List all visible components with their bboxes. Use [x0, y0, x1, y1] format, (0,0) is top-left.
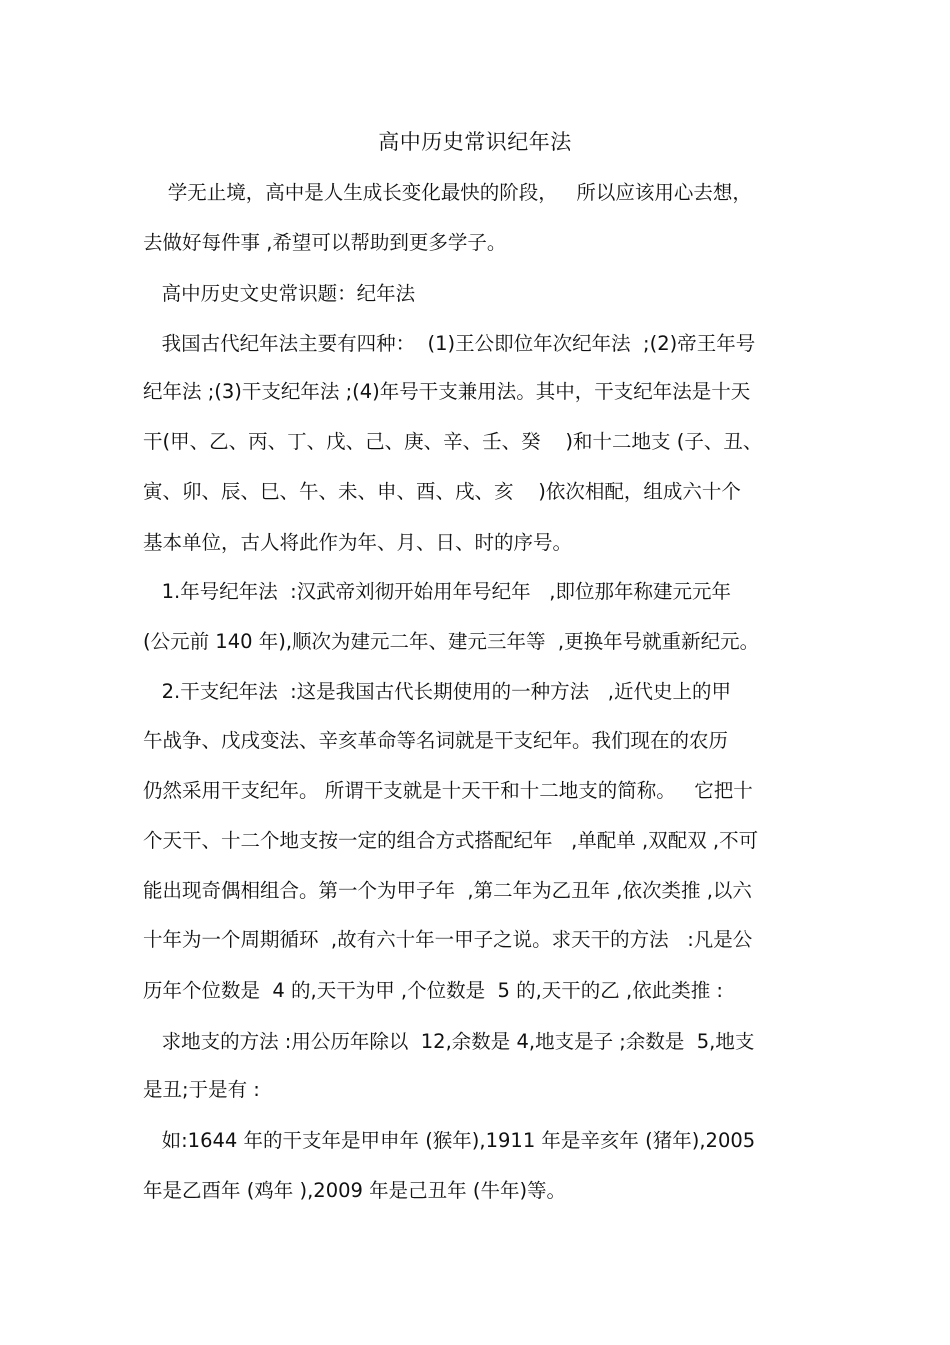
paragraph-line: 午战争、戊戌变法、辛亥革命等名词就是干支纪年。我们现在的农历 — [143, 729, 729, 752]
paragraph-line: 仍然采用干支纪年。 所谓干支就是十天干和十二地支的简称。 它把十 — [143, 779, 753, 802]
document-title: 高中历史常识纪年法 — [378, 130, 572, 154]
section-heading: 高中历史文史常识题：纪年法 — [143, 282, 416, 305]
paragraph-line: 能出现奇偶相组合。第一个为甲子年 ,第二年为乙丑年 ,依次类推 ,以六 — [143, 879, 752, 902]
paragraph-line: 我国古代纪年法主要有四种： (1)王公即位年次纪年法 ;(2)帝王年号 — [143, 332, 756, 355]
paragraph-line: (公元前 140 年),顺次为建元二年、建元三年等 ,更换年号就重新纪元。 — [143, 630, 760, 653]
paragraph-line: 历年个位数是 4 的,天干为甲 ,个位数是 5 的,天干的乙 ,依此类推 : — [143, 979, 723, 1002]
paragraph-line: 求地支的方法 :用公历年除以 12,余数是 4,地支是子 ;余数是 5,地支 — [143, 1030, 755, 1053]
paragraph-line: 寅、卯、辰、巳、午、未、申、酉、戌、亥 )依次相配，组成六十个 — [143, 480, 741, 503]
paragraph-line: 个天干、十二个地支按一定的组合方式搭配纪年 ,单配单 ,双配双 ,不可 — [143, 829, 759, 852]
paragraph-line: 2.干支纪年法 :这是我国古代长期使用的一种方法 ,近代史上的甲 — [143, 680, 731, 703]
paragraph-line: 去做好每件事 ,希望可以帮助到更多学子。 — [143, 231, 507, 254]
paragraph-line: 纪年法 ;(3)干支纪年法 ;(4)年号干支兼用法。其中，干支纪年法是十天 — [143, 380, 751, 403]
paragraph-line: 是丑;于是有 : — [143, 1078, 260, 1101]
paragraph-line: 1.年号纪年法 :汉武帝刘彻开始用年号纪年 ,即位那年称建元元年 — [143, 580, 731, 603]
paragraph-line: 基本单位，古人将此作为年、月、日、时的序号。 — [143, 531, 573, 554]
paragraph-line: 十年为一个周期循环 ,故有六十年一甲子之说。求天干的方法 :凡是公 — [143, 928, 753, 951]
paragraph-line: 如:1644 年的干支年是甲申年 (猴年),1911 年是辛亥年 (猪年),2005 — [143, 1129, 756, 1152]
paragraph-line: 学无止境，高中是人生成长变化最快的阶段， 所以应该用心去想， — [143, 181, 752, 204]
paragraph-line: 干(甲、乙、丙、丁、戊、己、庚、辛、壬、癸 )和十二地支 (子、丑、 — [143, 430, 763, 453]
paragraph-line: 年是乙酉年 (鸡年 ),2009 年是己丑年 (牛年)等。 — [143, 1179, 567, 1202]
